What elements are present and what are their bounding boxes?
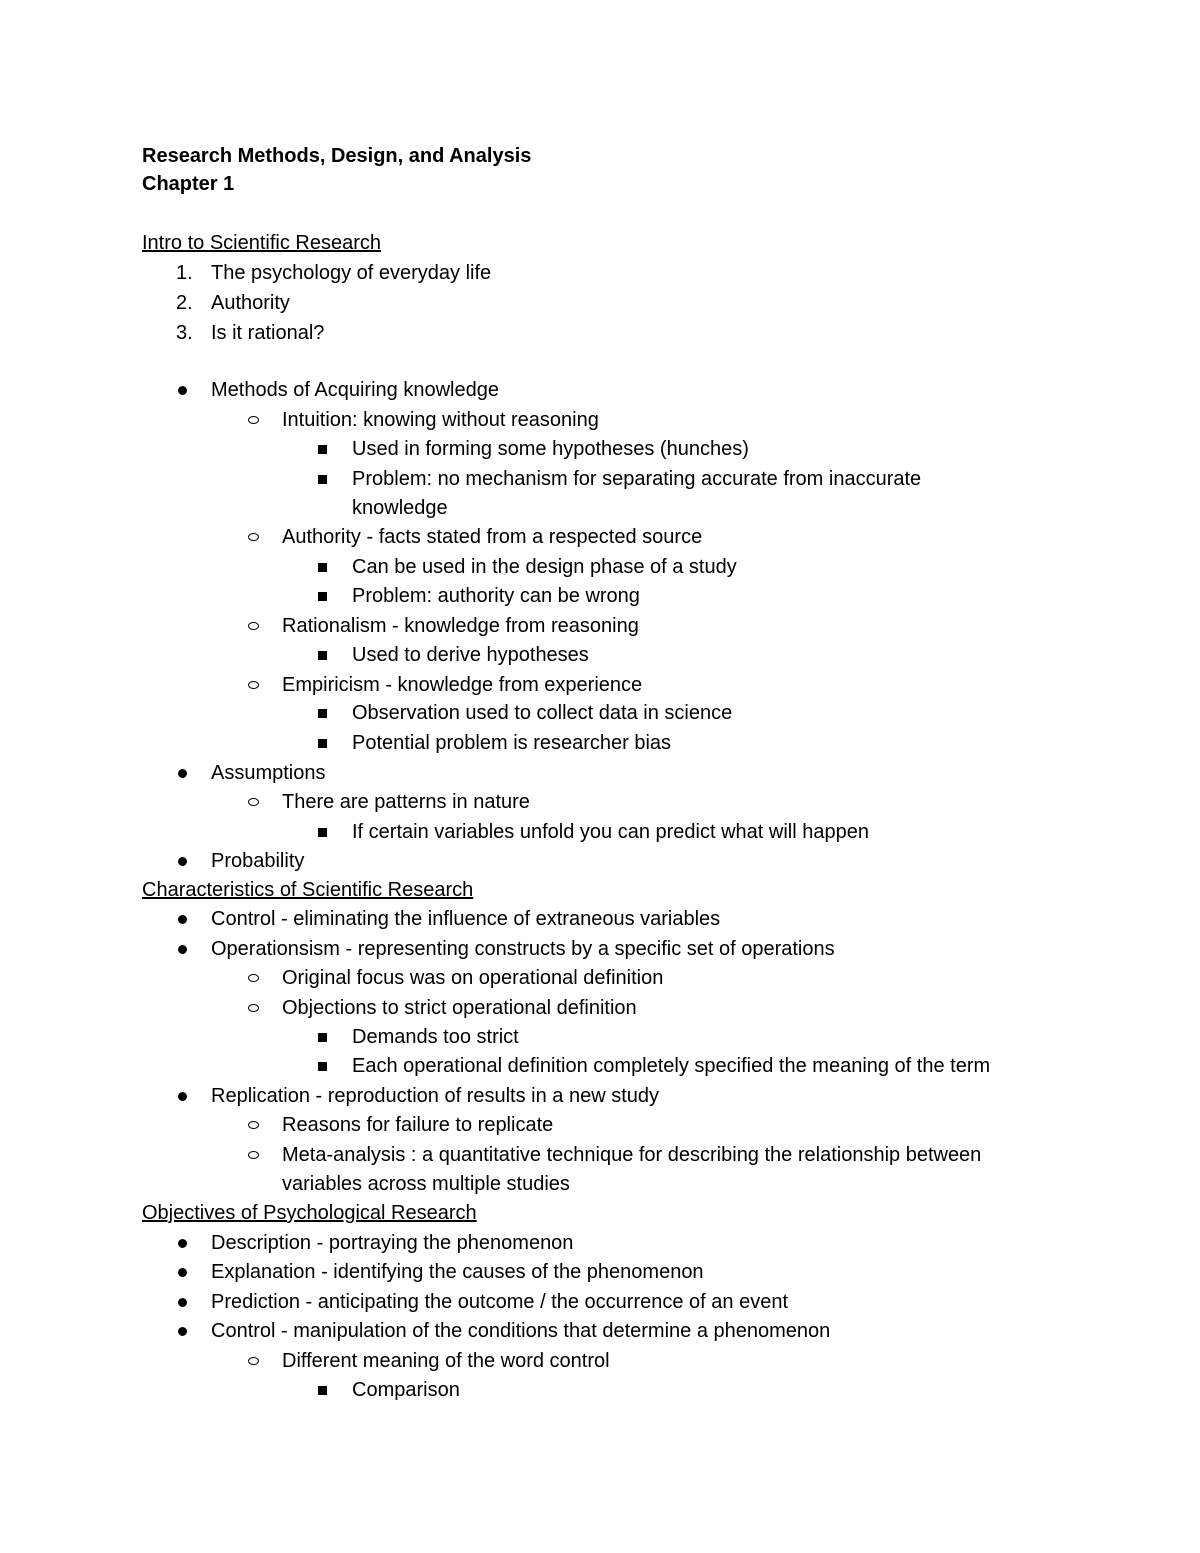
bullet-dot-icon (178, 915, 187, 924)
bullet-square-icon (318, 475, 327, 484)
bullet-dot-icon (178, 386, 187, 395)
bullet-circle-icon (248, 1121, 259, 1129)
bullet-square-icon (318, 445, 327, 454)
bullet-circle-icon (248, 622, 259, 630)
bullet-circle-icon (248, 681, 259, 689)
bullet-text: Problem: authority can be wrong (352, 585, 640, 607)
bullet-text: Authority - facts stated from a respected source (282, 526, 703, 548)
bullet-text: Assumptions (211, 762, 326, 784)
bullet-text: Methods of Acquiring knowledge (211, 379, 499, 401)
chapter-heading: Chapter 1 (142, 173, 235, 195)
bullet-text: Problem: no mechanism for separating accurate from inaccurate (352, 468, 922, 490)
bullet-dot-icon (178, 1092, 187, 1101)
bullet-square-icon (318, 1033, 327, 1042)
bullet-text: Objections to strict operational definition (282, 997, 637, 1019)
bullet-square-icon (318, 739, 327, 748)
section-heading-intro: Intro to Scientific Research (142, 232, 381, 254)
bullet-square-icon (318, 709, 327, 718)
bullet-square-icon (318, 592, 327, 601)
bullet-dot-icon (178, 1327, 187, 1336)
bullet-circle-icon (248, 798, 259, 806)
bullet-text: knowledge (352, 497, 448, 519)
bullet-text: Control - manipulation of the conditions that determine a phenomenon (211, 1320, 831, 1342)
bullet-circle-icon (248, 1151, 259, 1159)
bullet-square-icon (318, 651, 327, 660)
bullet-text: Explanation - identifying the causes of the phenomenon (211, 1261, 704, 1283)
item-number: 1. (176, 262, 193, 284)
bullet-text: Each operational definition completely specified the meaning of the term (352, 1055, 991, 1077)
bullet-text: Used in forming some hypotheses (hunches) (352, 438, 749, 460)
section-heading-characteristics: Characteristics of Scientific Research (142, 879, 474, 901)
bullet-text: Rationalism - knowledge from reasoning (282, 615, 639, 637)
bullet-text: Empiricism - knowledge from experience (282, 674, 643, 696)
item-text: Is it rational? (211, 322, 325, 344)
bullet-text: Reasons for failure to replicate (282, 1114, 554, 1136)
item-number: 3. (176, 322, 193, 344)
bullet-square-icon (318, 1386, 327, 1395)
document-title: Research Methods, Design, and Analysis (142, 145, 532, 167)
item-text: Authority (211, 292, 290, 314)
bullet-dot-icon (178, 1239, 187, 1248)
bullet-dot-icon (178, 857, 187, 866)
bullet-text: Used to derive hypotheses (352, 644, 589, 666)
bullet-square-icon (318, 1062, 327, 1071)
bullet-text: Different meaning of the word control (282, 1350, 610, 1372)
bullet-text: Replication - reproduction of results in a new study (211, 1085, 660, 1107)
bullet-circle-icon (248, 1004, 259, 1012)
bullet-text: Prediction - anticipating the outcome / the occurrence of an event (211, 1291, 789, 1313)
bullet-square-icon (318, 563, 327, 572)
bullet-text: variables across multiple studies (282, 1173, 570, 1195)
bullet-text: There are patterns in nature (282, 791, 530, 813)
bullet-circle-icon (248, 974, 259, 982)
bullet-text: Original focus was on operational definition (282, 967, 664, 989)
item-number: 2. (176, 292, 193, 314)
bullet-text: If certain variables unfold you can predict what will happen (352, 821, 869, 843)
bullet-square-icon (318, 828, 327, 837)
bullet-text: Comparison (352, 1379, 460, 1401)
bullet-text: Demands too strict (352, 1026, 519, 1048)
bullet-text: Potential problem is researcher bias (352, 732, 672, 754)
bullet-text: Intuition: knowing without reasoning (282, 409, 599, 431)
item-text: The psychology of everyday life (211, 262, 492, 284)
bullet-text: Probability (211, 850, 305, 872)
bullet-text: Control - eliminating the influence of extraneous variables (211, 908, 721, 930)
bullet-circle-icon (248, 1357, 259, 1365)
bullet-text: Description - portraying the phenomenon (211, 1232, 574, 1254)
bullet-text: Meta-analysis : a quantitative technique for describing the relationship between (282, 1144, 982, 1166)
bullet-circle-icon (248, 533, 259, 541)
bullet-dot-icon (178, 1268, 187, 1277)
bullet-circle-icon (248, 416, 259, 424)
bullet-dot-icon (178, 945, 187, 954)
bullet-dot-icon (178, 769, 187, 778)
bullet-text: Can be used in the design phase of a study (352, 556, 737, 578)
bullet-dot-icon (178, 1298, 187, 1307)
bullet-text: Operationsism - representing constructs by a specific set of operations (211, 938, 835, 960)
section-heading-objectives: Objectives of Psychological Research (142, 1202, 477, 1224)
bullet-text: Observation used to collect data in science (352, 702, 733, 724)
